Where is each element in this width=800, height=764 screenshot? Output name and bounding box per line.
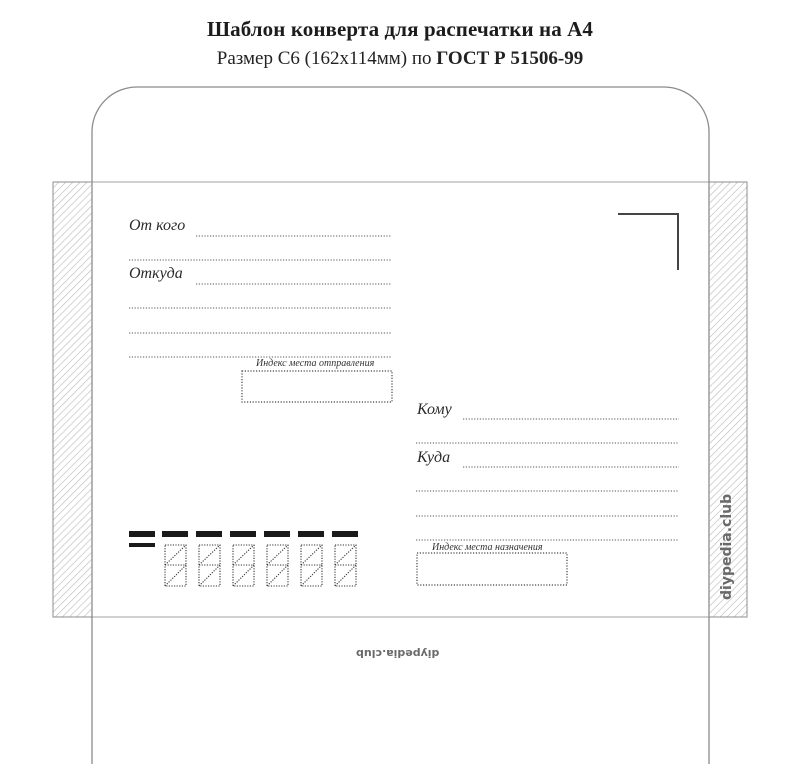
- sender-lines: [129, 236, 392, 357]
- digit-box-6: [335, 545, 356, 586]
- sender-index-label: Индекс места отправления: [256, 358, 375, 369]
- digit-box-2: [199, 545, 220, 586]
- subtitle-standard: ГОСТ Р 51506-99: [436, 48, 584, 69]
- recipient-index-label: Индекс места назначения: [432, 542, 543, 553]
- recipient-address-label: Куда: [417, 449, 451, 466]
- postal-code-digit-boxes: [165, 545, 356, 586]
- sender-address-label: Откуда: [129, 265, 183, 282]
- digit-box-1: [165, 545, 186, 586]
- flap-watermark: diypedia.club: [356, 647, 440, 660]
- stamp-corner-mark: [618, 214, 678, 270]
- page-title: Шаблон конверта для распечатки на А4: [206, 17, 594, 41]
- digit-box-4: [267, 545, 288, 586]
- digit-box-5: [301, 545, 322, 586]
- sender-index-box: [242, 371, 392, 402]
- top-flap-outline: [92, 87, 709, 182]
- subtitle-size: Размер С6 (162х114мм) по: [216, 48, 437, 69]
- left-glue-flap: [53, 182, 92, 617]
- recipient-index-box: [417, 553, 567, 585]
- digit-box-3: [233, 545, 254, 586]
- to-label: Кому: [417, 401, 452, 418]
- from-label: От кого: [129, 217, 186, 234]
- recipient-lines: [416, 419, 679, 540]
- side-watermark: diypedia.club: [719, 493, 735, 600]
